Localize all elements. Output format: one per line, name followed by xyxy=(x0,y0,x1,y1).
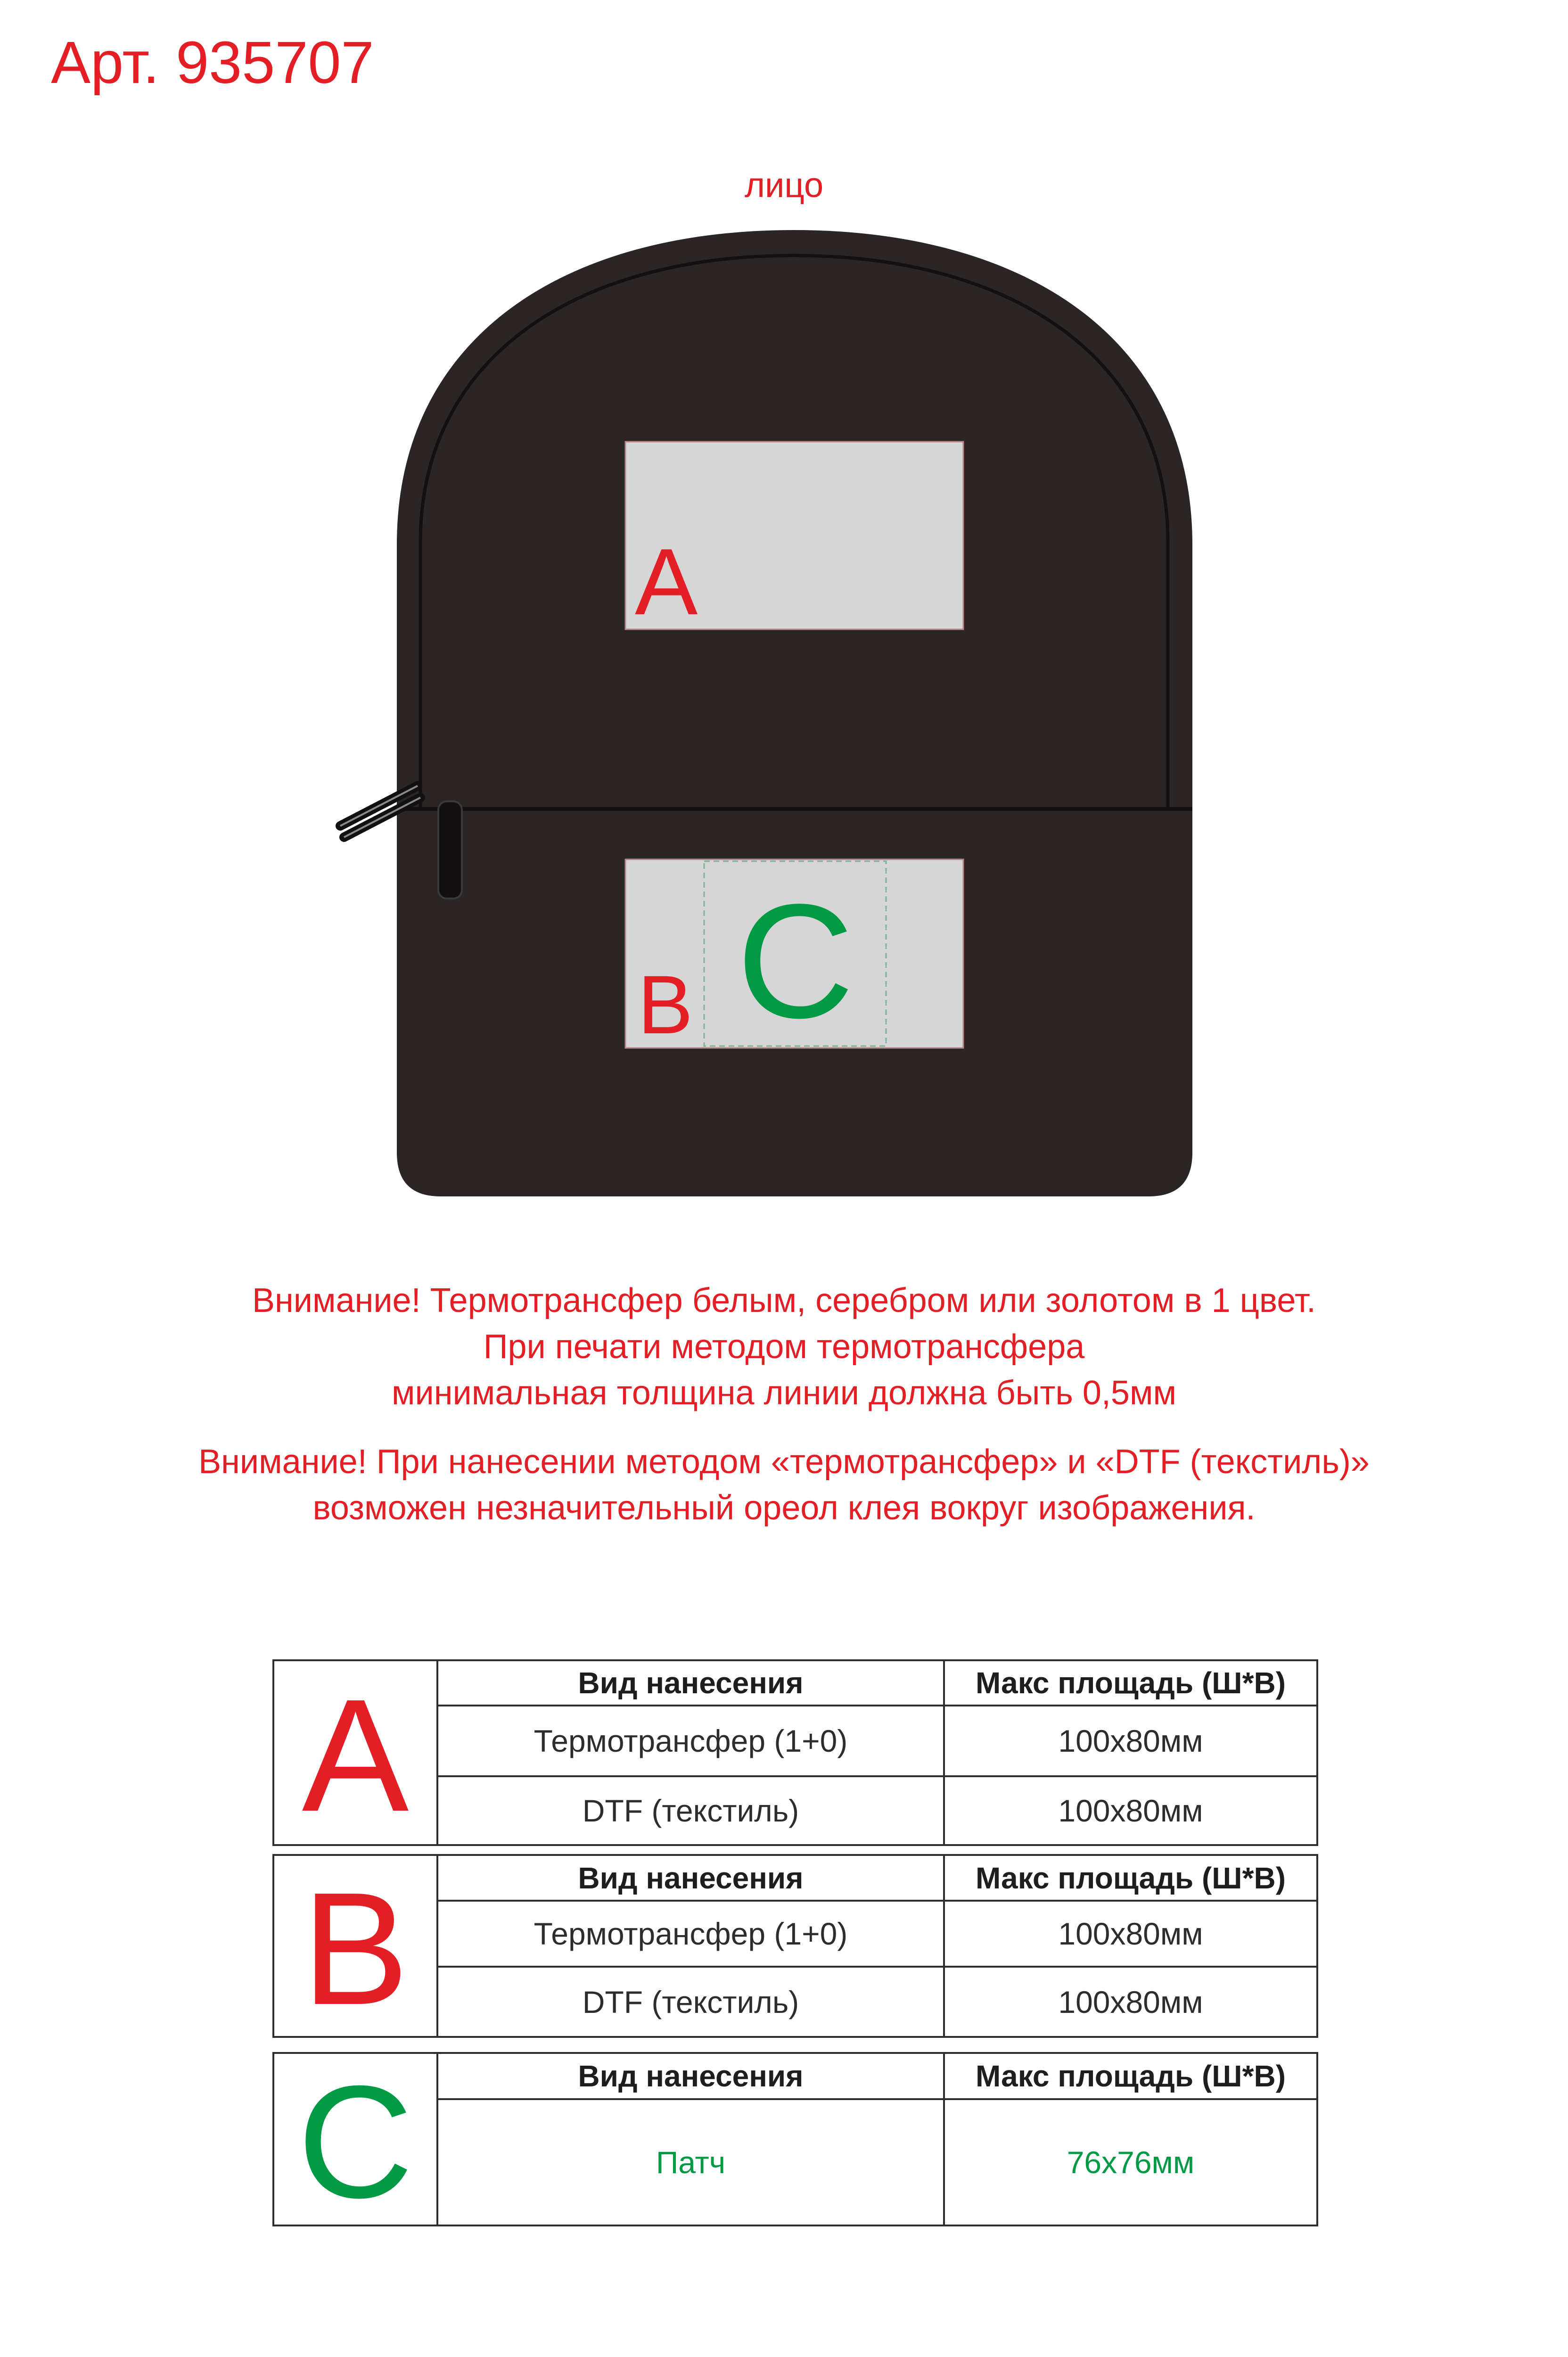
table-letter-c: C xyxy=(274,2054,438,2225)
zone-label-a: A xyxy=(635,529,698,635)
table-zone-c xyxy=(272,2052,1318,2232)
notice-line: При печати методом термотрансфера xyxy=(483,1328,1085,1366)
header-max-area: Макс площадь (Ш*В) xyxy=(976,2059,1286,2093)
table-letter-b: B xyxy=(274,1856,438,2036)
header-max-area: Макс площадь (Ш*В) xyxy=(976,1861,1286,1895)
header-method: Вид нанесения xyxy=(438,1856,945,1900)
zone-label-c: C xyxy=(737,871,854,1052)
table-zone-b xyxy=(272,1854,1318,2038)
table-letter-a: A xyxy=(274,1661,438,1844)
zone-label-b: B xyxy=(638,959,693,1051)
area-cell: 100х80мм xyxy=(1058,1984,1203,2019)
table-header-row xyxy=(438,1661,1316,1706)
notice-thermotransfer xyxy=(0,1277,1568,1416)
notice-line: Внимание! При нанесении методом «термотрансфер» и «DTF (текстиль)» xyxy=(198,1443,1370,1481)
table-row xyxy=(438,1777,1316,1844)
method-cell: DTF (текстиль) xyxy=(438,1968,945,2036)
method-cell: Термотрансфер (1+0) xyxy=(438,1706,945,1775)
header-method: Вид нанесения xyxy=(438,1661,945,1705)
header-method: Вид нанесения xyxy=(438,2054,945,2098)
area-cell: 100х80мм xyxy=(1058,1916,1203,1951)
article-number: Арт. 935707 xyxy=(51,29,374,96)
table-header-row xyxy=(438,1856,1316,1902)
table-row xyxy=(438,1902,1316,1968)
table-row xyxy=(438,1968,1316,2036)
method-cell: DTF (текстиль) xyxy=(438,1777,945,1844)
area-cell: 100х80мм xyxy=(1058,1723,1203,1758)
notice-line: возможен незначительный ореол клея вокруг изображения. xyxy=(312,1489,1256,1527)
table-header-row xyxy=(438,2054,1316,2100)
notice-line: минимальная толщина линии должна быть 0,5мм xyxy=(392,1374,1176,1412)
area-cell: 76х76мм xyxy=(1067,2145,1195,2180)
area-cell: 100х80мм xyxy=(1058,1793,1203,1828)
method-cell: Патч xyxy=(438,2100,945,2225)
table-row xyxy=(438,1706,1316,1777)
view-label: лицо xyxy=(744,165,824,205)
header-max-area: Макс площадь (Ш*В) xyxy=(976,1666,1286,1700)
table-row xyxy=(438,2100,1316,2225)
method-cell: Термотрансфер (1+0) xyxy=(438,1902,945,1966)
notice-glue-halo xyxy=(0,1439,1568,1531)
table-zone-a xyxy=(272,1659,1318,1846)
notice-line: Внимание! Термотрансфер белым, серебром или золотом в 1 цвет. xyxy=(252,1282,1316,1319)
